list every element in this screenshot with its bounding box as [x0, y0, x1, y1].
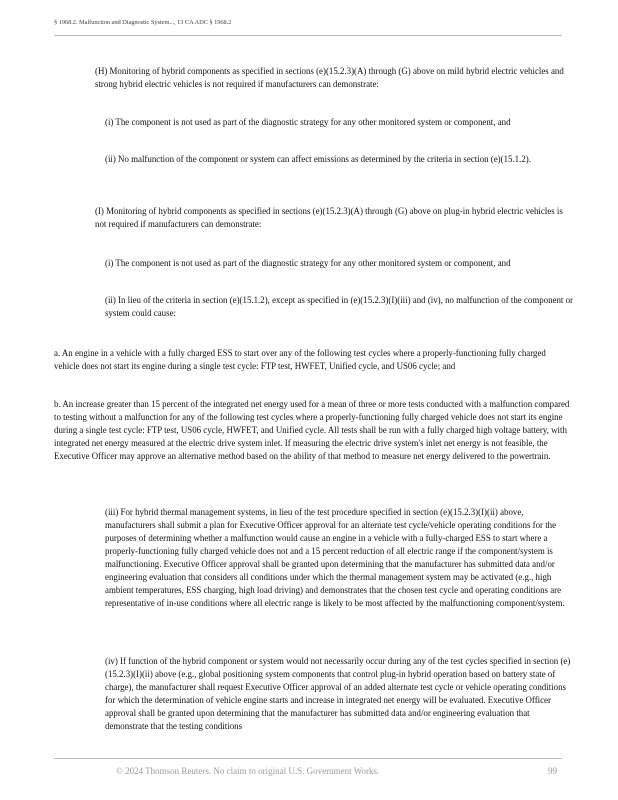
paragraph-i-iii: (iii) For hybrid thermal management systems, in lieu of the test procedure specified in section (e)(15.2.3)(I)(ii) above, manufacturers shall submit a plan for Executive Officer approval for an alternate test cycle/vehicle operating conditions for the purposes of determining whether a malfunction would cause an engine in a vehicle with a fully-charged ESS to start where a properly-functioning fully charged vehicle does not and a 15 percent reduction of all electric range if the component/system is malfunctioning. Executive Officer approval shall be granted upon determining that the manufacturer has submitted data and/or engineering evaluation that considers all conditions under which the thermal management system may be activated (e.g., high ambient temperatures, ESS charging, high load driving) and demonstrates that the chosen test cycle and operating conditions are representative of in-use conditions where all electric range is likely to be most affected by the malfunctioning component/system. [105, 507, 565, 608]
footer-divider [54, 758, 562, 759]
paragraph-h-i: (i) The component is not used as part of the diagnostic strategy for any other monitored system or component, and [105, 117, 511, 127]
header-divider [54, 35, 562, 36]
paragraph-a: a. An engine in a vehicle with a fully charged ESS to start over any of the following test cycles where a properly-functioning fully charged vehicle does not start its engine during a single test cycle: FTP test, HWFET, Unified cycle, and US06 cycle; and [54, 348, 546, 371]
paragraph-i-iv: (iv) If function of the hybrid component or system would not necessarily occur during any of the test cycles specified in section (e)(15.2.3)(I)(ii) above (e.g., global positioning system components that control plug-in hybrid operation based on battery state of charge), the manufacturer shall request Executive Officer approval of an added alternate test cycle or vehicle operating conditions for which the determination of vehicle engine starts and increase in integrated net energy will be evaluated. Executive Officer approval shall be granted upon determining that the manufacturer has submitted data and/or engineering evaluation that demonstrate that the testing conditions [105, 656, 571, 731]
paragraph-i-i: (i) The component is not used as part of the diagnostic strategy for any other monitored system or component, and [105, 258, 511, 268]
running-header: § 1968.2. Malfunction and Diagnostic System..., 13 CA ADC § 1968.2 [54, 19, 232, 26]
paragraph-h: (H) Monitoring of hybrid components as specified in sections (e)(15.2.3)(A) through (G) above on mild hybrid electric vehicles and strong hybrid electric vehicles is not required if manufacturers can demonstrate: [95, 66, 564, 89]
paragraph-i: (I) Monitoring of hybrid components as specified in sections (e)(15.2.3)(A) through (G) above on plug-in hybrid electric vehicles is not required if manufacturers can demonstrate: [95, 206, 563, 229]
paragraph-i-ii: (ii) In lieu of the criteria in section (e)(15.1.2), except as specified in (e)(15.2.3)(I)(iii) and (iv), no malfunction of the component or system could cause: [105, 295, 573, 318]
footer-copyright: © 2024 Thomson Reuters. No claim to original U.S. Government Works. [116, 766, 380, 776]
paragraph-b: b. An increase greater than 15 percent of the integrated net energy used for a mean of three or more tests conducted with a malfunction compared to testing without a malfunction for any of the following test cycles where a properly-functioning fully charged vehicle does not start its engine during a single test cycle: FTP test, US06 cycle, HWFET, and Unified cycle. All tests shall be run with a fully charged high voltage battery, with integrated net energy measured at the electric drive system inlet. If measuring the electric drive system's inlet net energy is not feasible, the Executive Officer may approve an alternative method based on the ability of that method to measure net energy delivered to the powertrain. [54, 399, 570, 461]
paragraph-h-ii: (ii) No malfunction of the component or system can affect emissions as determined by the criteria in section (e)(15.1.2). [105, 154, 531, 164]
page-number: 99 [548, 766, 557, 776]
